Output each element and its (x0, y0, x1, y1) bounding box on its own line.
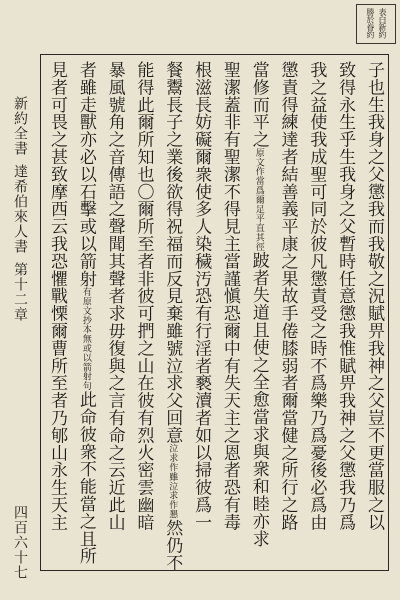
text-column-5 (247, 61, 269, 564)
text-column-6: 聖潔蓋非有聖潔不得見主當謹愼恐爾中有失天主之恩者恐有毒 (219, 61, 240, 531)
text-column-8-head: 餐鬻長子之業後欲得祝福而反見棄雖號泣求父回意 (162, 61, 183, 444)
epistle-title: 達希伯來人書 (12, 164, 28, 254)
text-frame (40, 54, 389, 571)
text-column-1: 子也生我身之父懲我而我敬之況賦畀我神之父豈不更當服之以 (363, 61, 384, 531)
header-tag-line-2: 勝於眷約 (366, 8, 375, 38)
text-column-7: 根滋長妨礙爾衆使多人染穢汚恐有行淫者褻瀆者如以掃彼爲一 (191, 61, 212, 531)
text-column-11-head: 者雖走獸亦必以石擊或以箭射 (75, 61, 96, 288)
text-column-12: 見者可畏之甚致摩西云我恐懼戰慄爾曹所至者乃郇山永生天主 (47, 61, 67, 531)
text-column-11-tail: 此命彼衆不能當之且所 (75, 390, 96, 565)
book-title: 新約全書 (12, 96, 28, 156)
body-text (45, 61, 384, 572)
text-column-5-tail: 跛者失道且使之全愈當求與衆和睦亦求 (248, 251, 269, 548)
annotation-11: 有原文抄本無或以箭射句 (80, 287, 91, 391)
text-column-4: 懲責得練達者結善義平康之果故手倦膝弱者爾當健之所行之路 (277, 61, 298, 531)
text-column-5-head: 當修而平之 (248, 61, 269, 148)
annotation-8: 泣求作雖泣求作懇 (167, 443, 178, 520)
page-margin (6, 96, 34, 580)
text-column-8-tail: 然仍不 (162, 519, 183, 572)
annotation-5: 原文作當爲爾足平直其徑 (253, 148, 264, 252)
text-column-3: 我之益使我成聖可同於彼凡懲責受之時不爲樂乃爲憂後必爲由 (306, 61, 327, 531)
text-column-11 (74, 61, 96, 564)
text-column-8 (160, 61, 183, 572)
text-column-2: 致得永生乎生我身之父暫時任意懲我惟賦畀我神之父懲我乃爲 (335, 61, 356, 531)
header-tag-line-1: 表白新約 (378, 8, 387, 38)
chapter-label: 第十二章 (12, 262, 28, 322)
header-tag (356, 4, 396, 44)
text-column-10: 暴風號角之音傳語之聲聞其聲者求毋復與之言有命之云近此山 (104, 61, 125, 531)
text-column-9: 能得此爾所知也〇爾所至者非彼可捫之山在彼有烈火密雲幽暗 (133, 61, 154, 531)
page-number: 四百六十七 (12, 505, 28, 580)
